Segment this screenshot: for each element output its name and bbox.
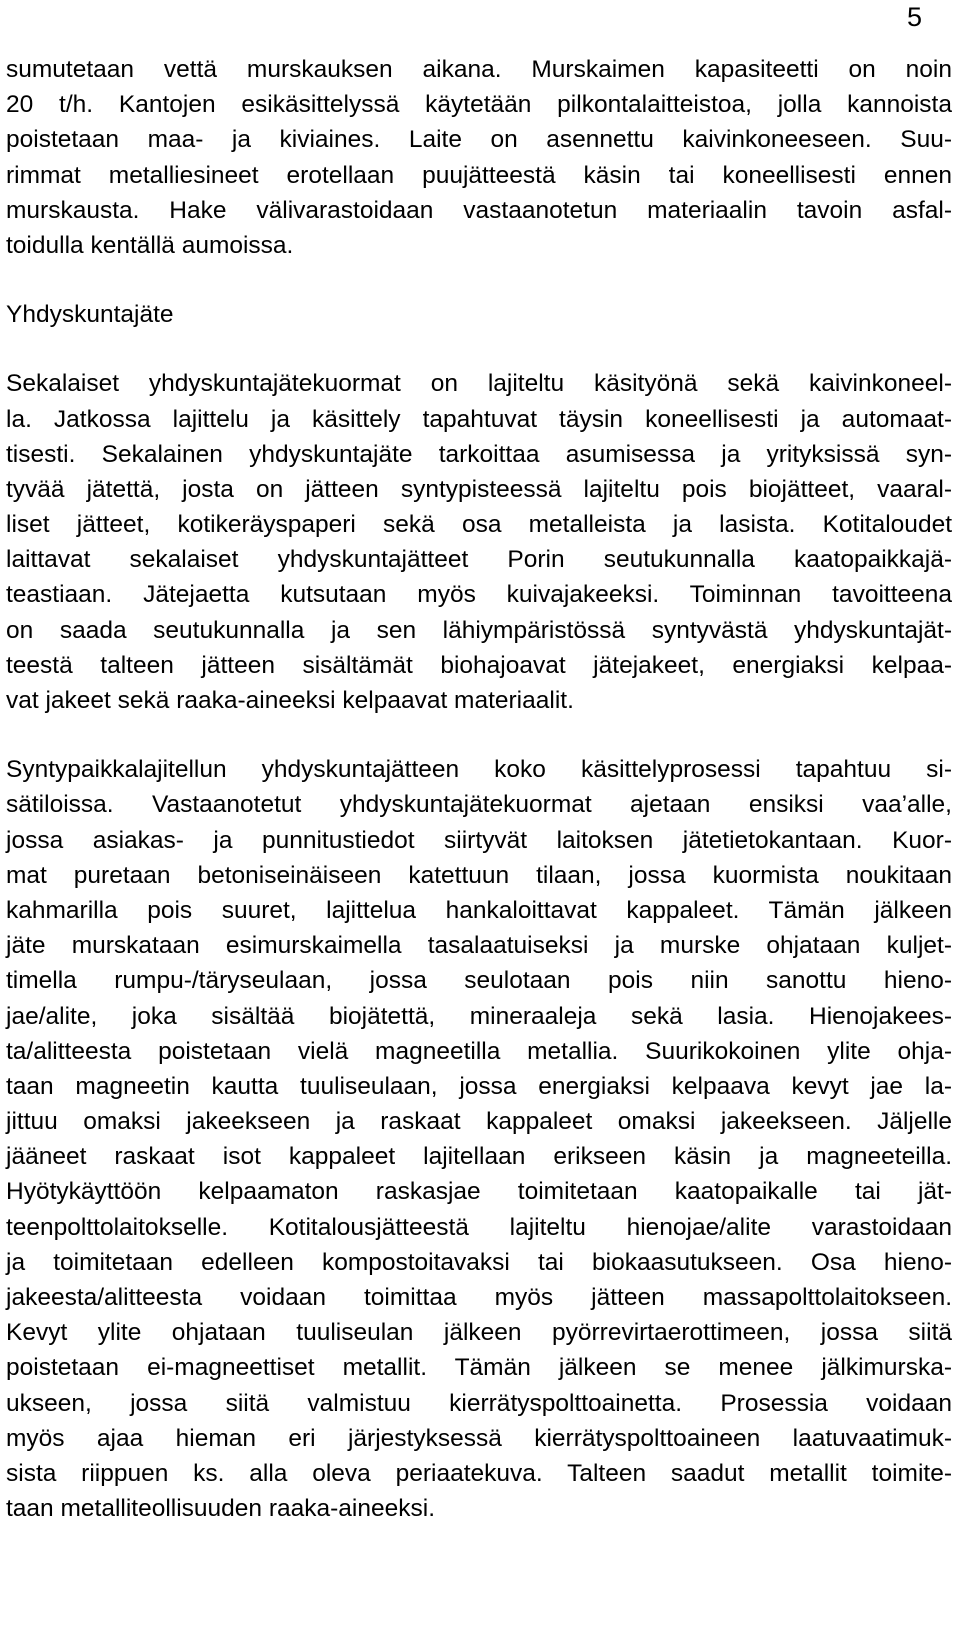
text-line: vat jakeet sekä raaka-aineeksi kelpaavat materiaalit. (6, 687, 574, 714)
text-line: taan metalliteollisuuden raaka-aineeksi. (6, 1495, 436, 1523)
paragraph-gap (6, 263, 952, 297)
text-line: kahmarilla pois suuret, lajittelua hankaloittavat kappaleet. Tämän jälkeen (6, 896, 952, 924)
text-line: murskausta. Hake välivarastoidaan vastaanotetun materiaalin tavoin asfal- (6, 196, 952, 224)
text-line: sätiloissa. Vastaanotetut yhdyskuntajätekuormat ajetaan ensiksi vaa’alle, (6, 791, 952, 819)
text-line: Syntypaikkalajitellun yhdyskuntajätteen koko käsittelyprosessi tapahtuu si- (6, 756, 952, 784)
text-line: on saada seutukunnalla ja sen lähiympäristössä syntyvästä yhdyskuntajät- (6, 616, 952, 644)
text-line: ukseen, jossa siitä valmistuu kierrätyspolttoainetta. Prosessia voidaan (6, 1389, 952, 1417)
text-line: toidulla kentällä aumoissa. (6, 231, 294, 259)
text-line: sumutetaan vettä murskauksen aikana. Murskaimen kapasiteetti on noin (6, 56, 952, 83)
text-line: tisesti. Sekalainen yhdyskuntajäte tarkoittaa asumisessa ja yrityksissä syn- (6, 440, 952, 468)
paragraph-municipal-waste (6, 366, 952, 718)
text-line: myös ajaa hieman eri järjestyksessä kierrätyspolttoaineen laatuvaatimuk- (6, 1424, 952, 1452)
text-line: teenpolttolaitokselle. Kotitalousjätteestä lajiteltu hienojae/alite varastoidaan (6, 1213, 952, 1241)
text-line: jakeesta/alitteesta voidaan toimittaa myös jätteen massapolttolaitokseen. (6, 1284, 952, 1311)
text-line: taan magneetin kautta tuuliseulaan, jossa energiaksi kelpaava kevyt jae la- (6, 1072, 952, 1100)
text-line: ta/alitteesta poistetaan vielä magneetilla metallia. Suurikokoinen ylite ohja- (6, 1037, 952, 1065)
text-line: poistetaan ei-magneettiset metallit. Tämän jälkeen se menee jälkimurska- (6, 1354, 952, 1382)
text-line: Kevyt ylite ohjataan tuuliseulan jälkeen pyörrevirtaerottimeen, jossa siitä (6, 1319, 952, 1347)
text-line: ja toimitetaan edelleen kompostoitavaksi tai biokaasutukseen. Osa hieno- (6, 1248, 952, 1276)
text-line: liset jätteet, kotikeräyspaperi sekä osa metalleista ja lasista. Kotitaloudet (6, 511, 952, 539)
text-line: jäte murskataan esimurskaimella tasalaatuiseksi ja murske ohjataan kuljet- (6, 932, 952, 960)
section-heading: Yhdyskuntajäte (6, 301, 174, 329)
text-line: poistetaan maa- ja kiviaines. Laite on asennettu kaivinkoneeseen. Suu- (6, 126, 952, 154)
paragraph-gap (6, 718, 952, 752)
text-line: rimmat metalliesineet erotellaan puujätteestä käsin tai koneellisesti ennen (6, 161, 952, 189)
page-number: 5 (906, 2, 922, 32)
text-line: jääneet raskaat isot kappaleet lajitellaan erikseen käsin ja magneeteilla. (6, 1143, 952, 1171)
text-line: la. Jatkossa lajittelu ja käsittely tapahtuvat täysin koneellisesti ja automaat- (6, 405, 952, 433)
text-line: mat puretaan betoniseinäiseen katettuun tilaan, jossa kuormista noukitaan (6, 861, 952, 889)
text-line: sista riippuen ks. alla oleva periaatekuva. Talteen saadut metallit toimite- (6, 1459, 952, 1487)
text-line: Sekalaiset yhdyskuntajätekuormat on lajiteltu käsityönä sekä kaivinkoneel- (6, 370, 952, 398)
paragraph-gap (6, 332, 952, 366)
text-line: teastiaan. Jätejaetta kutsutaan myös kuivajakeeksi. Toiminnan tavoitteena (6, 581, 952, 609)
text-line: Hyötykäyttöön kelpaamaton raskasjae toimitetaan kaatopaikalle tai jät- (6, 1178, 952, 1206)
text-line: jossa asiakas- ja punnitustiedot siirtyvät laitoksen jätetietokantaan. Kuor- (6, 826, 952, 854)
page-body (6, 52, 952, 1526)
paragraph-intro (6, 52, 952, 263)
text-line: laittavat sekalaiset yhdyskuntajätteet Porin seutukunnalla kaatopaikkajä- (6, 546, 952, 574)
text-line: 20 t/h. Kantojen esikäsittelyssä käytetään pilkontalaitteistoa, jolla kannoista (6, 91, 952, 119)
text-line: jittuu omaksi jakeekseen ja raskaat kappaleet omaksi jakeekseen. Jäljelle (6, 1108, 952, 1136)
text-line: timella rumpu-/täryseulaan, jossa seulotaan pois niin sanottu hieno- (6, 967, 952, 995)
text-line: jae/alite, joka sisältää biojätettä, mineraaleja sekä lasia. Hienojakees- (6, 1002, 952, 1030)
paragraph-process (6, 752, 952, 1526)
text-line: tyvää jätettä, josta on jätteen syntypisteessä lajiteltu pois biojätteet, vaaral- (6, 475, 952, 503)
text-line: teestä talteen jätteen sisältämät biohajoavat jätejakeet, energiaksi kelpaa- (6, 651, 952, 679)
